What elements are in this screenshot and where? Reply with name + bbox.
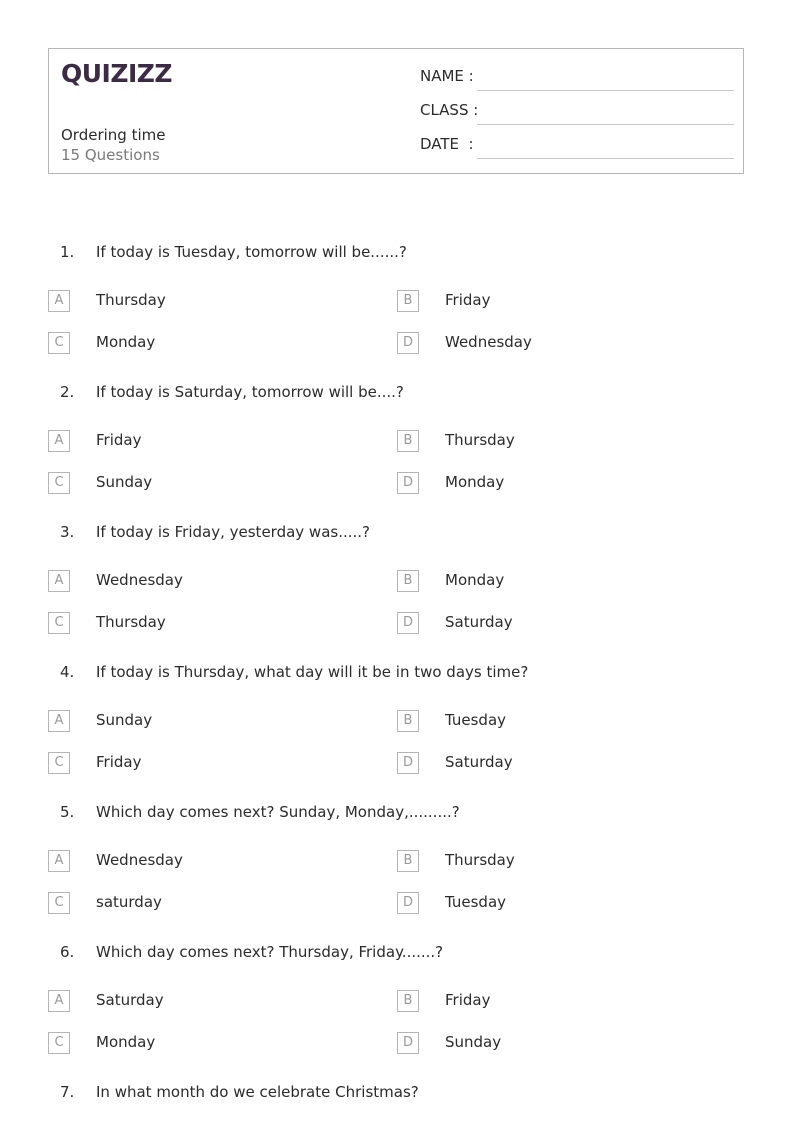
question-number: 5. xyxy=(60,803,75,821)
option-text: saturday xyxy=(96,893,162,911)
option-text: Tuesday xyxy=(445,893,507,911)
option-letter-box[interactable]: B xyxy=(397,710,419,732)
question-number: 3. xyxy=(60,523,75,541)
option-text: Saturday xyxy=(445,753,513,771)
question-count: 15 Questions xyxy=(61,146,160,164)
option-text: Friday xyxy=(96,431,142,449)
option-letter-box[interactable]: C xyxy=(48,1032,70,1054)
question-4 xyxy=(60,663,760,687)
option-text: Thursday xyxy=(445,851,515,869)
question-number: 1. xyxy=(60,243,75,261)
option-text: Friday xyxy=(96,753,142,771)
class-label: CLASS : xyxy=(420,101,479,119)
question-6 xyxy=(60,943,760,967)
question-2-option-b[interactable] xyxy=(397,430,697,454)
option-text: Monday xyxy=(445,473,505,491)
option-text: Tuesday xyxy=(445,711,507,729)
question-6-option-d[interactable] xyxy=(397,1032,697,1056)
option-letter-box[interactable]: D xyxy=(397,332,419,354)
question-1-option-c[interactable] xyxy=(48,332,348,356)
option-letter-box[interactable]: B xyxy=(397,430,419,452)
name-field[interactable] xyxy=(420,67,734,91)
question-text: If today is Tuesday, tomorrow will be......? xyxy=(96,243,407,261)
option-text: Saturday xyxy=(445,613,513,631)
name-label: NAME : xyxy=(420,67,474,85)
option-letter-box[interactable]: B xyxy=(397,990,419,1012)
option-text: Wednesday xyxy=(96,571,183,589)
option-text: Wednesday xyxy=(96,851,183,869)
option-text: Monday xyxy=(96,333,156,351)
question-1-option-b[interactable] xyxy=(397,290,697,314)
option-text: Sunday xyxy=(96,473,153,491)
option-text: Sunday xyxy=(445,1033,502,1051)
option-text: Thursday xyxy=(96,613,166,631)
option-letter-box[interactable]: C xyxy=(48,472,70,494)
quizizz-logo: QUIZIZZ xyxy=(61,59,173,88)
question-4-option-d[interactable] xyxy=(397,752,697,776)
option-letter-box[interactable]: A xyxy=(48,710,70,732)
question-4-option-b[interactable] xyxy=(397,710,697,734)
option-text: Sunday xyxy=(96,711,153,729)
class-field[interactable] xyxy=(420,101,734,125)
question-5-option-c[interactable] xyxy=(48,892,348,916)
option-letter-box[interactable]: C xyxy=(48,332,70,354)
option-text: Monday xyxy=(445,571,505,589)
option-letter-box[interactable]: A xyxy=(48,990,70,1012)
question-4-option-a[interactable] xyxy=(48,710,348,734)
option-letter-box[interactable]: D xyxy=(397,472,419,494)
question-5-option-b[interactable] xyxy=(397,850,697,874)
question-text: Which day comes next? Sunday, Monday,.........? xyxy=(96,803,460,821)
option-letter-box[interactable]: C xyxy=(48,752,70,774)
question-text: In what month do we celebrate Christmas? xyxy=(96,1083,419,1101)
question-5-option-d[interactable] xyxy=(397,892,697,916)
question-number: 2. xyxy=(60,383,75,401)
question-number: 4. xyxy=(60,663,75,681)
question-text: If today is Thursday, what day will it be in two days time? xyxy=(96,663,529,681)
question-5-option-a[interactable] xyxy=(48,850,348,874)
option-letter-box[interactable]: B xyxy=(397,570,419,592)
date-line[interactable] xyxy=(477,158,734,159)
option-text: Thursday xyxy=(96,291,166,309)
question-1-option-d[interactable] xyxy=(397,332,697,356)
option-letter-box[interactable]: C xyxy=(48,892,70,914)
worksheet-header xyxy=(48,48,744,174)
option-letter-box[interactable]: D xyxy=(397,612,419,634)
question-6-option-c[interactable] xyxy=(48,1032,348,1056)
question-5 xyxy=(60,803,760,827)
question-2 xyxy=(60,383,760,407)
question-6-option-a[interactable] xyxy=(48,990,348,1014)
question-4-option-c[interactable] xyxy=(48,752,348,776)
option-text: Saturday xyxy=(96,991,164,1009)
option-letter-box[interactable]: A xyxy=(48,850,70,872)
question-3-option-b[interactable] xyxy=(397,570,697,594)
option-text: Friday xyxy=(445,291,491,309)
option-text: Wednesday xyxy=(445,333,532,351)
option-letter-box[interactable]: D xyxy=(397,752,419,774)
option-letter-box[interactable]: A xyxy=(48,570,70,592)
question-3 xyxy=(60,523,760,547)
date-field[interactable] xyxy=(420,135,734,159)
date-label: DATE : xyxy=(420,135,474,153)
option-letter-box[interactable]: D xyxy=(397,892,419,914)
question-2-option-c[interactable] xyxy=(48,472,348,496)
question-2-option-d[interactable] xyxy=(397,472,697,496)
question-6-option-b[interactable] xyxy=(397,990,697,1014)
question-number: 6. xyxy=(60,943,75,961)
option-letter-box[interactable]: B xyxy=(397,290,419,312)
worksheet-title: Ordering time xyxy=(61,126,166,144)
class-line[interactable] xyxy=(477,124,734,125)
option-text: Thursday xyxy=(445,431,515,449)
option-letter-box[interactable]: C xyxy=(48,612,70,634)
question-text: If today is Friday, yesterday was.....? xyxy=(96,523,371,541)
question-7 xyxy=(60,1083,760,1107)
option-letter-box[interactable]: B xyxy=(397,850,419,872)
option-text: Monday xyxy=(96,1033,156,1051)
question-3-option-d[interactable] xyxy=(397,612,697,636)
option-letter-box[interactable]: A xyxy=(48,430,70,452)
question-1-option-a[interactable] xyxy=(48,290,348,314)
question-3-option-c[interactable] xyxy=(48,612,348,636)
question-text: If today is Saturday, tomorrow will be....? xyxy=(96,383,404,401)
option-letter-box[interactable]: D xyxy=(397,1032,419,1054)
option-letter-box[interactable]: A xyxy=(48,290,70,312)
question-text: Which day comes next? Thursday, Friday.......? xyxy=(96,943,444,961)
option-text: Friday xyxy=(445,991,491,1009)
question-3-option-a[interactable] xyxy=(48,570,348,594)
question-number: 7. xyxy=(60,1083,75,1101)
question-1 xyxy=(60,243,760,267)
question-2-option-a[interactable] xyxy=(48,430,348,454)
name-line[interactable] xyxy=(477,90,734,91)
